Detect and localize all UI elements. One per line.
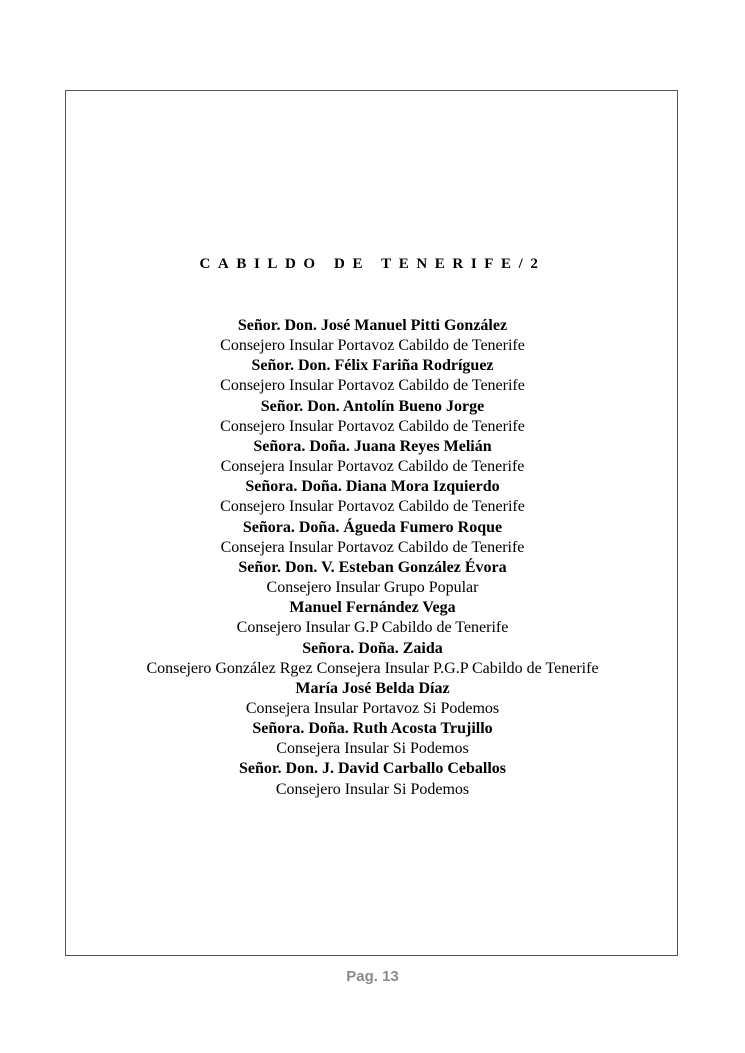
member-role: Consejera Insular Portavoz Cabildo de Tenerife [220,538,525,556]
member-name: Señora. Doña. Ruth Acosta Trujillo [252,720,493,738]
member-role: Consejero Insular Grupo Popular [266,579,479,597]
member-role: Consejero Insular Portavoz Cabildo de Tenerife [220,377,525,395]
document-heading: CABILDO DE TENERIFE/2 [199,256,546,272]
member-name: Señor. Don. Félix Fariña Rodríguez [251,357,494,375]
member-role: Consejera Insular Portavoz Si Podemos [245,699,500,717]
member-name: Señor. Don. José Manuel Pitti González [237,317,508,334]
member-name: Señora. Doña. Juana Reyes Melián [253,437,492,455]
member-name: Señor. Don. J. David Carballo Ceballos [239,760,506,778]
member-role: Consejero González Rgez Consejera Insular P.G.P Cabildo de Tenerife [146,659,599,677]
member-name: María José Belda Díaz [295,679,450,697]
member-name: Señora. Doña. Águeda Fumero Roque [242,518,503,536]
member-role: Consejero Insular Si Podemos [275,780,470,798]
member-name: Señora. Doña. Diana Mora Izquierdo [245,478,500,496]
member-role: Consejera Insular Portavoz Cabildo de Tenerife [220,458,525,476]
member-role: Consejero Insular Portavoz Cabildo de Tenerife [220,417,525,435]
member-role: Consejero Insular Portavoz Cabildo de Tenerife [220,337,525,355]
member-name: Señor. Don. Antolín Bueno Jorge [260,397,485,415]
member-name: Señor. Don. V. Esteban González Évora [238,558,507,576]
member-role: Consejero Insular G.P Cabildo de Tenerife [236,619,509,637]
member-role: Consejero Insular Portavoz Cabildo de Tenerife [220,498,525,516]
member-name: Señora. Doña. Zaida [302,639,443,657]
page-number: Pag. 13 [346,968,399,985]
member-role: Consejera Insular Si Podemos [276,740,469,758]
member-roster [0,316,745,800]
member-name: Manuel Fernández Vega [289,599,456,617]
